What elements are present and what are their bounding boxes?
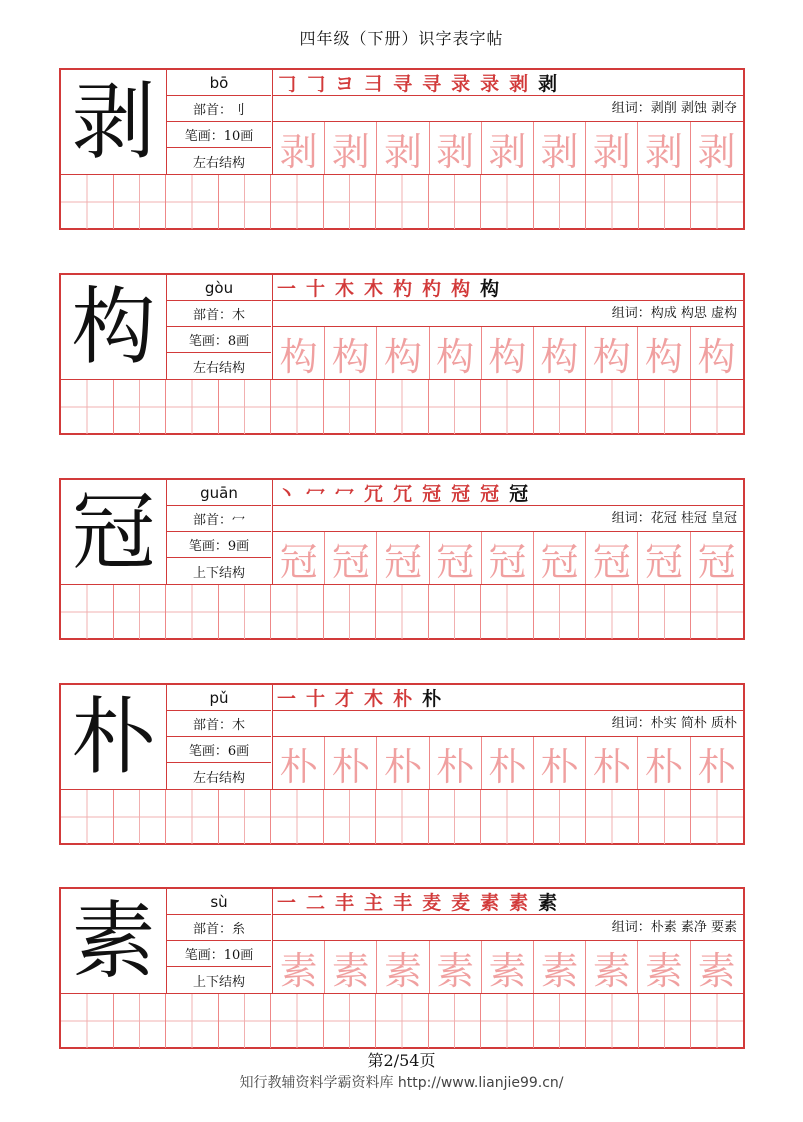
trace-cell[interactable]: 冠 xyxy=(586,532,638,584)
practice-cell[interactable] xyxy=(586,380,639,434)
character-block xyxy=(59,683,745,845)
info-panel xyxy=(167,889,273,993)
trace-cell[interactable]: 朴 xyxy=(586,737,638,789)
character-block xyxy=(59,68,745,230)
stroke-count: 笔画：8画 xyxy=(167,327,271,353)
structure: 左右结构 xyxy=(192,770,245,786)
practice-grid xyxy=(61,174,743,228)
stroke-step: 素 xyxy=(509,892,529,914)
practice-cell[interactable] xyxy=(376,790,429,844)
practice-cell[interactable] xyxy=(691,175,743,229)
practice-cell[interactable] xyxy=(61,380,114,434)
trace-cell[interactable]: 朴 xyxy=(638,737,690,789)
stroke-step: 𠃌 xyxy=(306,73,326,95)
practice-cell[interactable] xyxy=(61,175,114,229)
stroke-count: 笔画：6画 xyxy=(167,737,271,763)
stroke-sequence xyxy=(273,685,743,711)
trace-cell[interactable]: 素 xyxy=(534,941,586,993)
practice-cell[interactable] xyxy=(324,585,377,639)
stroke-step: 杓 xyxy=(422,278,442,300)
structure: 上下结构 xyxy=(192,974,245,990)
practice-cell[interactable] xyxy=(534,790,587,844)
practice-cell[interactable] xyxy=(271,175,324,229)
radical: 部首：木 xyxy=(167,301,271,327)
stroke-step: 剥 xyxy=(538,73,558,95)
stroke-step: 一 xyxy=(277,892,297,914)
stroke-step: 构 xyxy=(480,278,500,300)
stroke-step: 寻 xyxy=(422,73,442,95)
practice-grid xyxy=(61,379,743,433)
practice-cell[interactable] xyxy=(61,994,114,1048)
practice-cell[interactable] xyxy=(114,380,167,434)
character-block xyxy=(59,273,745,435)
trace-cell[interactable]: 素 xyxy=(430,941,482,993)
practice-cell[interactable] xyxy=(271,585,324,639)
stroke-step: 剥 xyxy=(509,73,529,95)
stroke-step: 冠 xyxy=(509,483,529,505)
stroke-step: 十 xyxy=(306,688,326,710)
trace-cell[interactable]: 冠 xyxy=(638,532,690,584)
stroke-step: 杓 xyxy=(393,278,413,300)
trace-cell[interactable]: 朴 xyxy=(697,744,736,789)
main-character: 构 xyxy=(61,275,167,379)
practice-grid xyxy=(61,584,743,638)
stroke-step: 丰 xyxy=(335,892,355,914)
stroke-step: 十 xyxy=(306,278,326,300)
practice-cell[interactable] xyxy=(481,585,534,639)
radical: 部首：木 xyxy=(167,711,271,737)
trace-cell[interactable]: 构 xyxy=(534,327,586,379)
character-block xyxy=(59,478,745,640)
trace-cell[interactable]: 朴 xyxy=(430,737,482,789)
practice-cell[interactable] xyxy=(586,175,639,229)
practice-cell[interactable] xyxy=(534,585,587,639)
stroke-step: 木 xyxy=(364,688,384,710)
trace-cell[interactable]: 构 xyxy=(430,327,482,379)
structure: 左右结构 xyxy=(192,360,245,376)
practice-cell[interactable] xyxy=(639,585,692,639)
practice-cell[interactable] xyxy=(324,175,377,229)
trace-cell[interactable]: 冠 xyxy=(697,539,736,584)
practice-cell[interactable] xyxy=(691,994,743,1048)
stroke-step: 一 xyxy=(277,278,297,300)
trace-cell[interactable]: 剥 xyxy=(534,122,586,174)
pinyin: sù xyxy=(167,889,271,915)
trace-cell[interactable]: 素 xyxy=(482,941,534,993)
practice-cell[interactable] xyxy=(691,380,743,434)
trace-cell[interactable]: 素 xyxy=(697,948,736,993)
stroke-count: 笔画：9画 xyxy=(167,532,271,558)
trace-cell[interactable]: 剥 xyxy=(430,122,482,174)
practice-cell[interactable] xyxy=(219,380,272,434)
stroke-sequence xyxy=(273,275,743,301)
practice-cell[interactable] xyxy=(114,790,167,844)
trace-row xyxy=(273,122,743,174)
trace-cell[interactable]: 冠 xyxy=(482,532,534,584)
pinyin: pǔ xyxy=(167,685,271,711)
practice-grid xyxy=(61,789,743,843)
practice-cell[interactable] xyxy=(481,994,534,1048)
practice-cell[interactable] xyxy=(639,790,692,844)
practice-grid xyxy=(61,993,743,1047)
structure: 上下结构 xyxy=(192,565,245,581)
stroke-step: 木 xyxy=(364,278,384,300)
practice-cell[interactable] xyxy=(271,790,324,844)
trace-cell[interactable]: 剥 xyxy=(482,122,534,174)
stroke-sequence xyxy=(273,70,743,96)
info-panel xyxy=(167,685,273,789)
trace-row xyxy=(273,532,743,584)
practice-cell[interactable] xyxy=(166,585,219,639)
main-character: 朴 xyxy=(61,685,167,789)
practice-cell[interactable] xyxy=(481,175,534,229)
trace-cell[interactable]: 剥 xyxy=(377,122,429,174)
stroke-step: 冗 xyxy=(393,483,413,505)
word-examples: 组词：剥削 剥蚀 剥夺 xyxy=(273,96,743,122)
stroke-count: 笔画：10画 xyxy=(167,941,271,967)
stroke-step: 朴 xyxy=(393,688,413,710)
pinyin: bō xyxy=(167,70,271,96)
stroke-step: ヨ xyxy=(335,73,355,95)
stroke-step: 𠃌 xyxy=(277,73,297,95)
stroke-step: 木 xyxy=(335,278,355,300)
practice-cell[interactable] xyxy=(61,585,114,639)
trace-cell[interactable]: 构 xyxy=(273,327,325,379)
practice-cell[interactable] xyxy=(219,790,272,844)
stroke-step: 一 xyxy=(277,688,297,710)
stroke-step: 二 xyxy=(306,892,326,914)
radical: 部首：糸 xyxy=(167,915,271,941)
practice-cell[interactable] xyxy=(376,585,429,639)
stroke-step: 录 xyxy=(451,73,471,95)
trace-cell[interactable]: 素 xyxy=(273,941,325,993)
page-number: 第2/54页 xyxy=(367,1051,436,1070)
trace-cell[interactable]: 素 xyxy=(377,941,429,993)
stroke-step: 麦 xyxy=(422,892,442,914)
trace-cell[interactable]: 素 xyxy=(586,941,638,993)
trace-cell[interactable]: 剥 xyxy=(273,122,325,174)
practice-cell[interactable] xyxy=(481,790,534,844)
practice-cell[interactable] xyxy=(219,585,272,639)
practice-cell[interactable] xyxy=(219,994,272,1048)
practice-cell[interactable] xyxy=(324,380,377,434)
practice-cell[interactable] xyxy=(429,994,482,1048)
trace-cell[interactable]: 构 xyxy=(697,334,736,379)
trace-cell[interactable]: 冠 xyxy=(534,532,586,584)
practice-cell[interactable] xyxy=(534,380,587,434)
main-character: 冠 xyxy=(61,480,167,584)
pinyin: guān xyxy=(167,480,271,506)
practice-cell[interactable] xyxy=(271,380,324,434)
stroke-step: 录 xyxy=(480,73,500,95)
stroke-step: 彐 xyxy=(364,73,384,95)
stroke-sequence xyxy=(273,889,743,915)
info-panel xyxy=(167,275,273,379)
stroke-count: 笔画：10画 xyxy=(167,122,271,148)
practice-cell[interactable] xyxy=(691,790,743,844)
trace-cell[interactable]: 构 xyxy=(586,327,638,379)
practice-cell[interactable] xyxy=(376,175,429,229)
trace-cell[interactable]: 构 xyxy=(482,327,534,379)
practice-cell[interactable] xyxy=(114,994,167,1048)
practice-cell[interactable] xyxy=(639,175,692,229)
radical: 部首：刂 xyxy=(167,96,271,122)
stroke-step: 冗 xyxy=(364,483,384,505)
practice-cell[interactable] xyxy=(166,790,219,844)
trace-cell[interactable]: 冠 xyxy=(430,532,482,584)
practice-cell[interactable] xyxy=(429,790,482,844)
practice-cell[interactable] xyxy=(639,994,692,1048)
practice-cell[interactable] xyxy=(586,994,639,1048)
practice-cell[interactable] xyxy=(534,175,587,229)
stroke-step: 冖 xyxy=(306,483,326,505)
stroke-step: 丰 xyxy=(393,892,413,914)
practice-cell[interactable] xyxy=(61,790,114,844)
info-panel xyxy=(167,70,273,174)
stroke-step: 寻 xyxy=(393,73,413,95)
practice-cell[interactable] xyxy=(429,175,482,229)
practice-cell[interactable] xyxy=(639,380,692,434)
structure: 左右结构 xyxy=(192,155,245,171)
practice-cell[interactable] xyxy=(271,994,324,1048)
stroke-step: 构 xyxy=(451,278,471,300)
character-block xyxy=(59,887,745,1049)
radical: 部首：冖 xyxy=(167,506,271,532)
main-character: 素 xyxy=(61,889,167,993)
practice-cell[interactable] xyxy=(166,380,219,434)
stroke-step: 冠 xyxy=(422,483,442,505)
practice-cell[interactable] xyxy=(376,380,429,434)
practice-cell[interactable] xyxy=(114,175,167,229)
trace-cell[interactable]: 朴 xyxy=(273,737,325,789)
stroke-step: 冠 xyxy=(451,483,471,505)
trace-cell[interactable]: 朴 xyxy=(325,737,377,789)
stroke-step: 主 xyxy=(364,892,384,914)
trace-cell[interactable]: 构 xyxy=(638,327,690,379)
practice-cell[interactable] xyxy=(166,175,219,229)
trace-cell[interactable]: 素 xyxy=(638,941,690,993)
main-character: 剥 xyxy=(61,70,167,174)
practice-cell[interactable] xyxy=(534,994,587,1048)
practice-cell[interactable] xyxy=(324,790,377,844)
trace-row xyxy=(273,737,743,789)
trace-cell[interactable]: 朴 xyxy=(534,737,586,789)
practice-cell[interactable] xyxy=(586,790,639,844)
trace-cell[interactable]: 朴 xyxy=(377,737,429,789)
stroke-step: 才 xyxy=(335,688,355,710)
trace-cell[interactable]: 冠 xyxy=(377,532,429,584)
trace-cell[interactable]: 剥 xyxy=(697,129,736,174)
trace-cell[interactable]: 冠 xyxy=(273,532,325,584)
practice-cell[interactable] xyxy=(166,994,219,1048)
trace-cell[interactable]: 剥 xyxy=(586,122,638,174)
trace-cell[interactable]: 剥 xyxy=(325,122,377,174)
trace-row xyxy=(273,941,743,993)
practice-cell[interactable] xyxy=(114,585,167,639)
practice-cell[interactable] xyxy=(691,585,743,639)
trace-cell[interactable]: 素 xyxy=(325,941,377,993)
stroke-step: 麦 xyxy=(451,892,471,914)
trace-row xyxy=(273,327,743,379)
stroke-sequence xyxy=(273,480,743,506)
practice-cell[interactable] xyxy=(219,175,272,229)
practice-cell[interactable] xyxy=(429,380,482,434)
stroke-step: 丶 xyxy=(277,483,297,505)
practice-cell[interactable] xyxy=(429,585,482,639)
practice-cell[interactable] xyxy=(586,585,639,639)
stroke-step: 朴 xyxy=(422,688,442,710)
pinyin: gòu xyxy=(167,275,271,301)
practice-cell[interactable] xyxy=(324,994,377,1048)
trace-cell[interactable]: 朴 xyxy=(482,737,534,789)
page-title: 四年级（下册）识字表字帖 xyxy=(299,29,504,48)
trace-cell[interactable]: 冠 xyxy=(325,532,377,584)
trace-cell[interactable]: 构 xyxy=(377,327,429,379)
practice-cell[interactable] xyxy=(481,380,534,434)
practice-cell[interactable] xyxy=(376,994,429,1048)
stroke-step: 素 xyxy=(538,892,558,914)
word-examples: 组词：花冠 桂冠 皇冠 xyxy=(273,506,743,532)
info-panel xyxy=(167,480,273,584)
word-examples: 组词：朴素 素净 要素 xyxy=(273,915,743,941)
word-examples: 组词：朴实 简朴 质朴 xyxy=(273,711,743,737)
trace-cell[interactable]: 构 xyxy=(325,327,377,379)
stroke-step: 素 xyxy=(480,892,500,914)
stroke-step: 冖 xyxy=(335,483,355,505)
trace-cell[interactable]: 剥 xyxy=(638,122,690,174)
word-examples: 组词：构成 构思 虚构 xyxy=(273,301,743,327)
stroke-step: 冠 xyxy=(480,483,500,505)
footer-source: 知行教辅资料学霸资料库 http://www.lianjie99.cn/ xyxy=(239,1075,564,1091)
